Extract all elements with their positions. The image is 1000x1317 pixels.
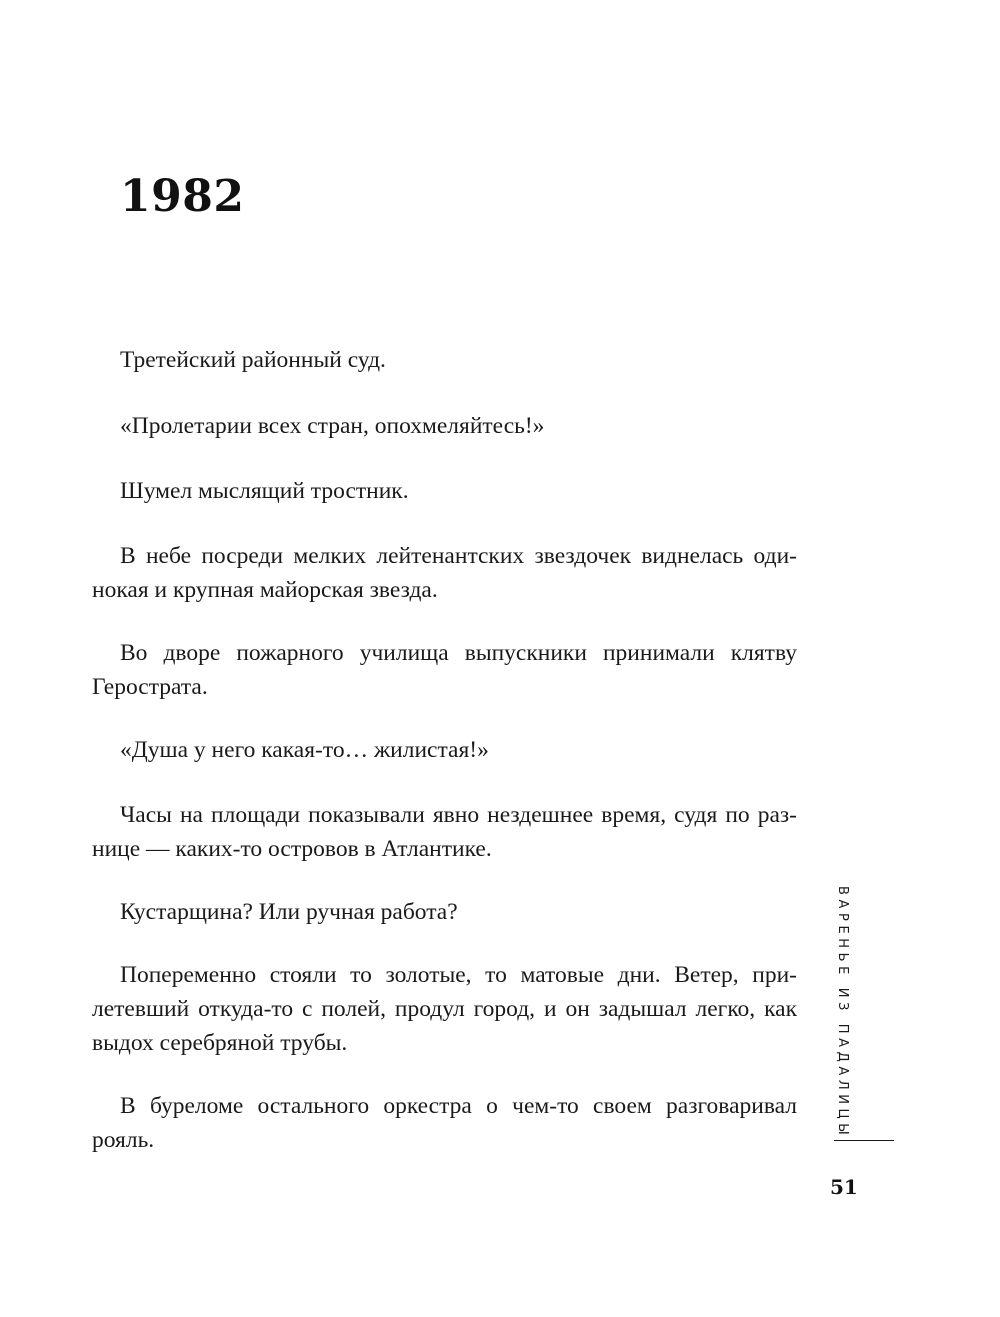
text-line: Попеременно стояли то золотые, то матовые дни. Ветер, при-	[120, 962, 797, 988]
text-line: В буреломе остального оркестра о чем-то своем разговаривал	[120, 1093, 797, 1119]
paragraph	[92, 409, 797, 443]
text-line: Во дворе пожарного училища выпускники принимали клятву	[120, 640, 797, 666]
text-line: «Пролетарии всех стран, опохмеляйтесь!»	[120, 413, 545, 439]
text-line: В небе посреди мелких лейтенантских звездочек виднелась оди-	[120, 543, 797, 569]
paragraph	[92, 733, 797, 767]
chapter-title: 1982	[120, 171, 245, 222]
folio-rule	[834, 1140, 894, 1141]
text-line: рояль.	[92, 1127, 155, 1153]
paragraph	[92, 343, 797, 377]
text-line: Часы на площади показывали явно нездешнее время, судя по раз-	[120, 802, 797, 828]
paragraph	[92, 798, 797, 866]
text-line: нокая и крупная майорская звезда.	[92, 577, 438, 603]
text-line: Кустарщина? Или ручная работа?	[120, 899, 458, 925]
page-number: 51	[830, 1175, 858, 1199]
text-line: выдох серебряной трубы.	[92, 1030, 348, 1056]
paragraph	[92, 895, 797, 929]
text-line: Третейский районный суд.	[120, 347, 386, 373]
paragraph	[92, 539, 797, 607]
paragraph	[92, 958, 797, 1060]
text-line: «Душа у него какая-то… жилистая!»	[120, 737, 489, 763]
text-line: летевший откуда-то с полей, продул город, и он задышал легко, как	[92, 996, 797, 1022]
text-line: Герострата.	[92, 674, 208, 700]
paragraph	[92, 474, 797, 508]
text-line: Шумел мыслящий тростник.	[120, 478, 409, 504]
paragraph	[92, 636, 797, 704]
paragraph	[92, 1089, 797, 1157]
text-line: нице — каких-то островов в Атлантике.	[92, 836, 492, 862]
running-head: ВАРЕНЬЕ ИЗ ПАДАЛИЦЫ	[835, 886, 850, 1140]
